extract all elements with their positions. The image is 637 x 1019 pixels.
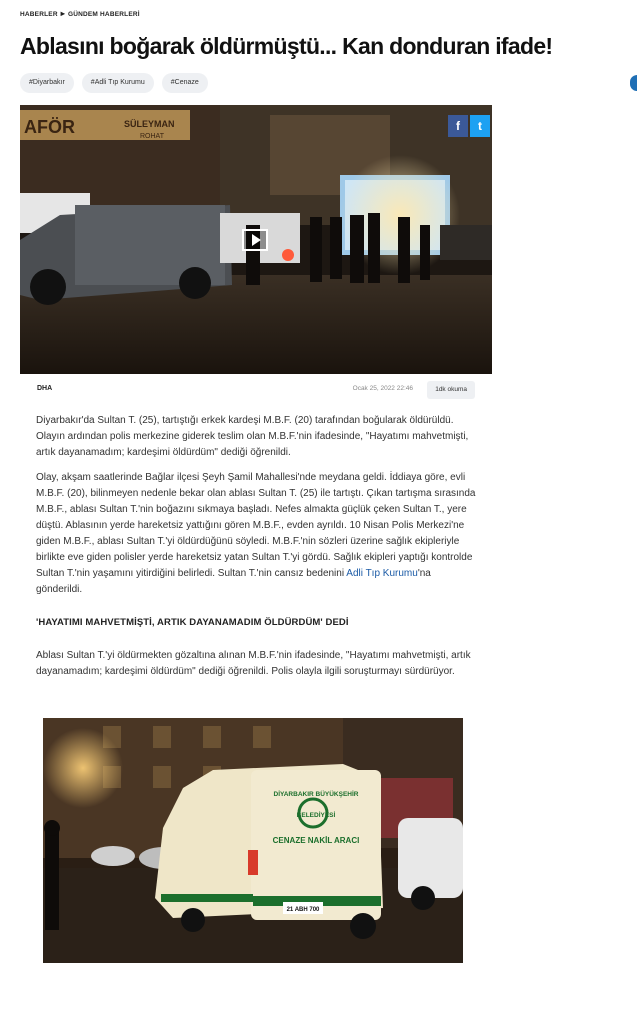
adli-tip-link[interactable]: Adli Tıp Kurumu xyxy=(346,568,418,579)
section-subheading: 'HAYATIMI MAHVETMİŞTİ, ARTIK DAYANAMADIM ÖLDÜRDÜM' DEDİ xyxy=(36,617,349,628)
play-icon xyxy=(252,234,261,246)
play-button[interactable] xyxy=(242,229,268,251)
paragraph-2 xyxy=(36,470,476,598)
twitter-share-button[interactable]: t xyxy=(470,115,490,137)
article-photo xyxy=(43,718,463,963)
page-title: Ablasını boğarak öldürmüştü... Kan donduran ifade! xyxy=(20,33,553,59)
paragraph-2-end: 'na gönderildi. xyxy=(36,568,431,595)
breadcrumb xyxy=(20,10,140,18)
article-meta xyxy=(37,381,475,399)
chevron-right-icon: ▸ xyxy=(60,9,65,18)
article-body xyxy=(36,413,476,680)
video-player[interactable] xyxy=(20,105,492,374)
publish-date: Ocak 25, 2022 22:46 xyxy=(352,385,413,392)
paragraph-2-text: Olay, akşam saatlerinde Bağlar ilçesi Şeyh Şamil Mahallesi'nde meydana geldi. İddiaya göre, evli M.B.F. (20), bilinmeyen nedenle bekar olan ablası Sultan T. (25) ile tartıştı. Çıkan tartışma sırasında M.B.F., ablası Sultan T.'nin boğazını sıkmaya başladı. Nefes almakta güçlük çeken Sultan T., yere düştü. Ablasının yerde hareketsiz yattığını gören M.B.F., evden ayrıldı. 10 Nisan Polis Merkezi'ne giden M.B.F., ablası Sultan T.'yi öldürdüğünü söyledi. M.B.F.'nin sözleri üzerine sağlık ekipleriyle birlikte eve giden polisler yerde hareketsiz yatan Sultan T.'yi gördü. Sağlık ekipleri yaptığı kontrolde Sultan T.'nin yaşamını yitirdiğini belirledi. Sultan T.'nin cansız bedenini xyxy=(36,472,476,579)
shop-sign-left: AFÖR xyxy=(24,117,75,137)
news-source: DHA xyxy=(37,385,53,392)
paragraph-1: Diyarbakır'da Sultan T. (25), tartıştığı erkek kardeşi M.B.F. (20) tarafından boğularak öldürüldü. Olayın ardından polis merkezine giderek teslim olan M.B.F.'nin ifadesinde, "Hayatımı mahvetmişti, artık dayanamadım; kardeşimi öldürdüm" dediği öğrenildi. xyxy=(36,415,469,458)
tag-adli-tip[interactable]: #Adli Tıp Kurumu xyxy=(82,73,154,93)
van-text-line2: BELEDİYESİ xyxy=(296,812,336,819)
shop-sign-name2: ROHAT xyxy=(140,133,164,140)
tag-cenaze[interactable]: #Cenaze xyxy=(162,73,208,93)
side-action-button[interactable] xyxy=(630,75,637,91)
tag-diyarbakir[interactable]: #Diyarbakır xyxy=(20,73,74,93)
van-text-line3: CENAZE NAKİL ARACI xyxy=(272,836,360,845)
read-time-badge: 1dk okuma xyxy=(427,381,475,399)
van-text-line1: DİYARBAKIR BÜYÜKŞEHİR xyxy=(273,791,359,798)
breadcrumb-gundem[interactable]: GÜNDEM HABERLERİ xyxy=(67,10,140,18)
breadcrumb-haberler[interactable]: HABERLER xyxy=(20,10,58,18)
facebook-share-button[interactable]: f xyxy=(448,115,468,137)
hearse-photo-scene xyxy=(43,718,463,963)
shop-sign-name: SÜLEYMAN xyxy=(124,119,175,129)
tag-list xyxy=(20,73,208,93)
paragraph-3: Ablası Sultan T.'yi öldürmekten gözaltına alınan M.B.F.'nin ifadesinde, "Hayatımı mahvetmişti, artık dayanamadım; kardeşimi öldürdüm" dediği öğrenildi. Polis olayla ilgili soruşturmayı sürdürüyor. xyxy=(36,650,471,677)
van-plate: 21 ABH 700 xyxy=(286,907,320,913)
